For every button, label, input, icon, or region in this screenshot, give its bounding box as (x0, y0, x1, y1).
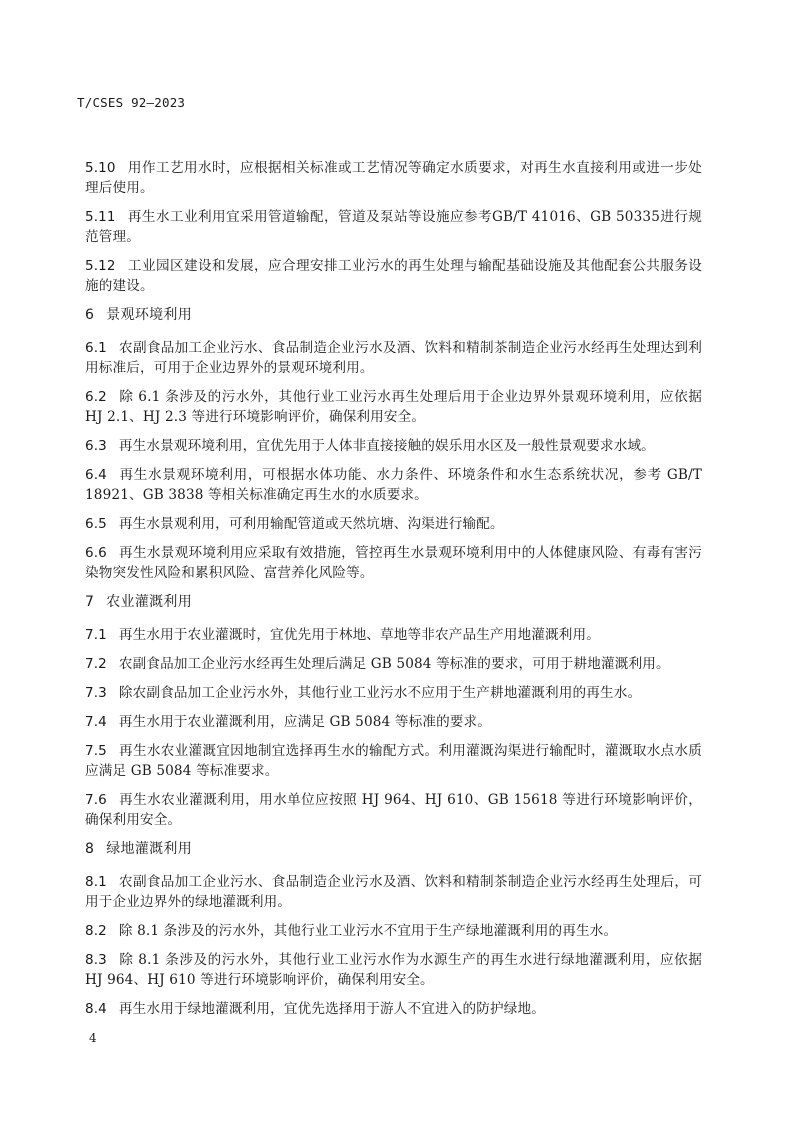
clause-6-1 (85, 338, 702, 378)
clause-number: 6.3 (85, 438, 107, 454)
section-title: 农业灌溉利用 (106, 594, 193, 610)
clause-8-1 (85, 872, 702, 912)
clause-7-4 (85, 712, 702, 732)
clause-6-6 (85, 543, 702, 583)
clause-number: 5.12 (85, 258, 116, 274)
document-code: T/CSES 92—2023 (77, 95, 186, 110)
section-title: 绿地灌溉利用 (106, 841, 193, 857)
clause-text: 再生水用于农业灌溉利用，应满足 GB 5084 等标准的要求。 (118, 714, 492, 730)
clause-6-3 (85, 436, 702, 456)
clause-5-10 (85, 158, 702, 198)
clause-number: 6.6 (85, 545, 107, 561)
clause-text: 除 6.1 条涉及的污水外，其他行业工业污水再生处理后用于企业边界外景观环境利用，应依据 HJ 2.1、HJ 2.3 等进行环境影响评价，确保利用安全。 (85, 389, 702, 425)
section-heading-8 (85, 839, 702, 859)
clause-8-2 (85, 921, 702, 941)
section-number: 6 (85, 307, 95, 323)
clause-text: 工业园区建设和发展，应合理安排工业污水的再生处理与输配基础设施及其他配套公共服务设施的建设。 (85, 258, 702, 294)
clause-6-2 (85, 387, 702, 427)
clause-number: 7.1 (85, 627, 107, 643)
clause-number: 7.3 (85, 685, 107, 701)
document-body (85, 158, 702, 1028)
clause-text: 再生水景观环境利用应采取有效措施，管控再生水景观环境利用中的人体健康风险、有毒有害污染物突发性风险和累积风险、富营养化风险等。 (85, 545, 702, 581)
clause-number: 6.1 (85, 340, 107, 356)
clause-7-2 (85, 654, 702, 674)
section-number: 8 (85, 841, 95, 857)
clause-7-5 (85, 741, 702, 781)
clause-text: 再生水景观利用，可利用输配管道或天然坑塘、沟渠进行输配。 (118, 516, 504, 532)
clause-number: 7.4 (85, 714, 107, 730)
clause-text: 除 8.1 条涉及的污水外，其他行业工业污水不宜用于生产绿地灌溉利用的再生水。 (118, 923, 618, 939)
clause-text: 再生水农业灌溉宜因地制宜选择再生水的输配方式。利用灌溉沟渠进行输配时，灌溉取水点水质应满足 GB 5084 等标准要求。 (85, 743, 702, 779)
clause-number: 7.6 (85, 792, 107, 808)
clause-text: 再生水景观环境利用，宜优先用于人体非直接接触的娱乐用水区及一般性景观要求水域。 (118, 438, 655, 454)
clause-text: 农副食品加工企业污水经再生处理后满足 GB 5084 等标准的要求，可用于耕地灌溉利用。 (118, 656, 670, 672)
section-heading-6 (85, 305, 702, 325)
clause-text: 再生水用于农业灌溉时，宜优先用于林地、草地等非农产品生产用地灌溉利用。 (118, 627, 600, 643)
clause-text: 用作工艺用水时，应根据相关标准或工艺情况等确定水质要求，对再生水直接利用或进一步处理后使用。 (85, 160, 702, 196)
clause-6-5 (85, 514, 702, 534)
clause-number: 7.5 (85, 743, 107, 759)
clause-number: 6.5 (85, 516, 107, 532)
clause-number: 8.1 (85, 874, 107, 890)
section-title: 景观环境利用 (106, 307, 193, 323)
clause-number: 5.11 (85, 209, 116, 225)
clause-text: 农副食品加工企业污水、食品制造企业污水及酒、饮料和精制茶制造企业污水经再生处理后，可用于企业边界外的绿地灌溉利用。 (85, 874, 702, 910)
clause-number: 8.4 (85, 1001, 107, 1017)
clause-7-6 (85, 790, 702, 830)
page-number: 4 (89, 1031, 97, 1045)
clause-number: 6.2 (85, 389, 107, 405)
clause-number: 6.4 (85, 467, 107, 483)
clause-text: 除农副食品加工企业污水外，其他行业工业污水不应用于生产耕地灌溉利用的再生水。 (118, 685, 642, 701)
clause-text: 再生水工业利用宜采用管道输配，管道及泵站等设施应参考GB/T 41016、GB 50335进行规范管理。 (85, 209, 702, 245)
clause-text: 除 8.1 条涉及的污水外，其他行业工业污水作为水源生产的再生水进行绿地灌溉利用，应依据 HJ 964、HJ 610 等进行环境影响评价，确保利用安全。 (85, 952, 702, 988)
clause-number: 8.3 (85, 952, 107, 968)
section-number: 7 (85, 594, 95, 610)
clause-number: 7.2 (85, 656, 107, 672)
section-heading-7 (85, 592, 702, 612)
clause-text: 再生水用于绿地灌溉利用，宜优先选择用于游人不宜进入的防护绿地。 (118, 1001, 545, 1017)
clause-text: 再生水农业灌溉利用，用水单位应按照 HJ 964、HJ 610、GB 15618 等进行环境影响评价，确保利用安全。 (85, 792, 702, 828)
clause-5-11 (85, 207, 702, 247)
clause-6-4 (85, 465, 702, 505)
clause-number: 8.2 (85, 923, 107, 939)
clause-text: 再生水景观环境利用，可根据水体功能、水力条件、环境条件和水生态系统状况，参考 GB/T 18921、GB 3838 等相关标准确定再生水的水质要求。 (85, 467, 702, 503)
clause-5-12 (85, 256, 702, 296)
clause-8-3 (85, 950, 702, 990)
clause-text: 农副食品加工企业污水、食品制造企业污水及酒、饮料和精制茶制造企业污水经再生处理达到利用标准后，可用于企业边界外的景观环境利用。 (85, 340, 702, 376)
clause-8-4 (85, 999, 702, 1019)
clause-7-3 (85, 683, 702, 703)
clause-7-1 (85, 625, 702, 645)
clause-number: 5.10 (85, 160, 116, 176)
